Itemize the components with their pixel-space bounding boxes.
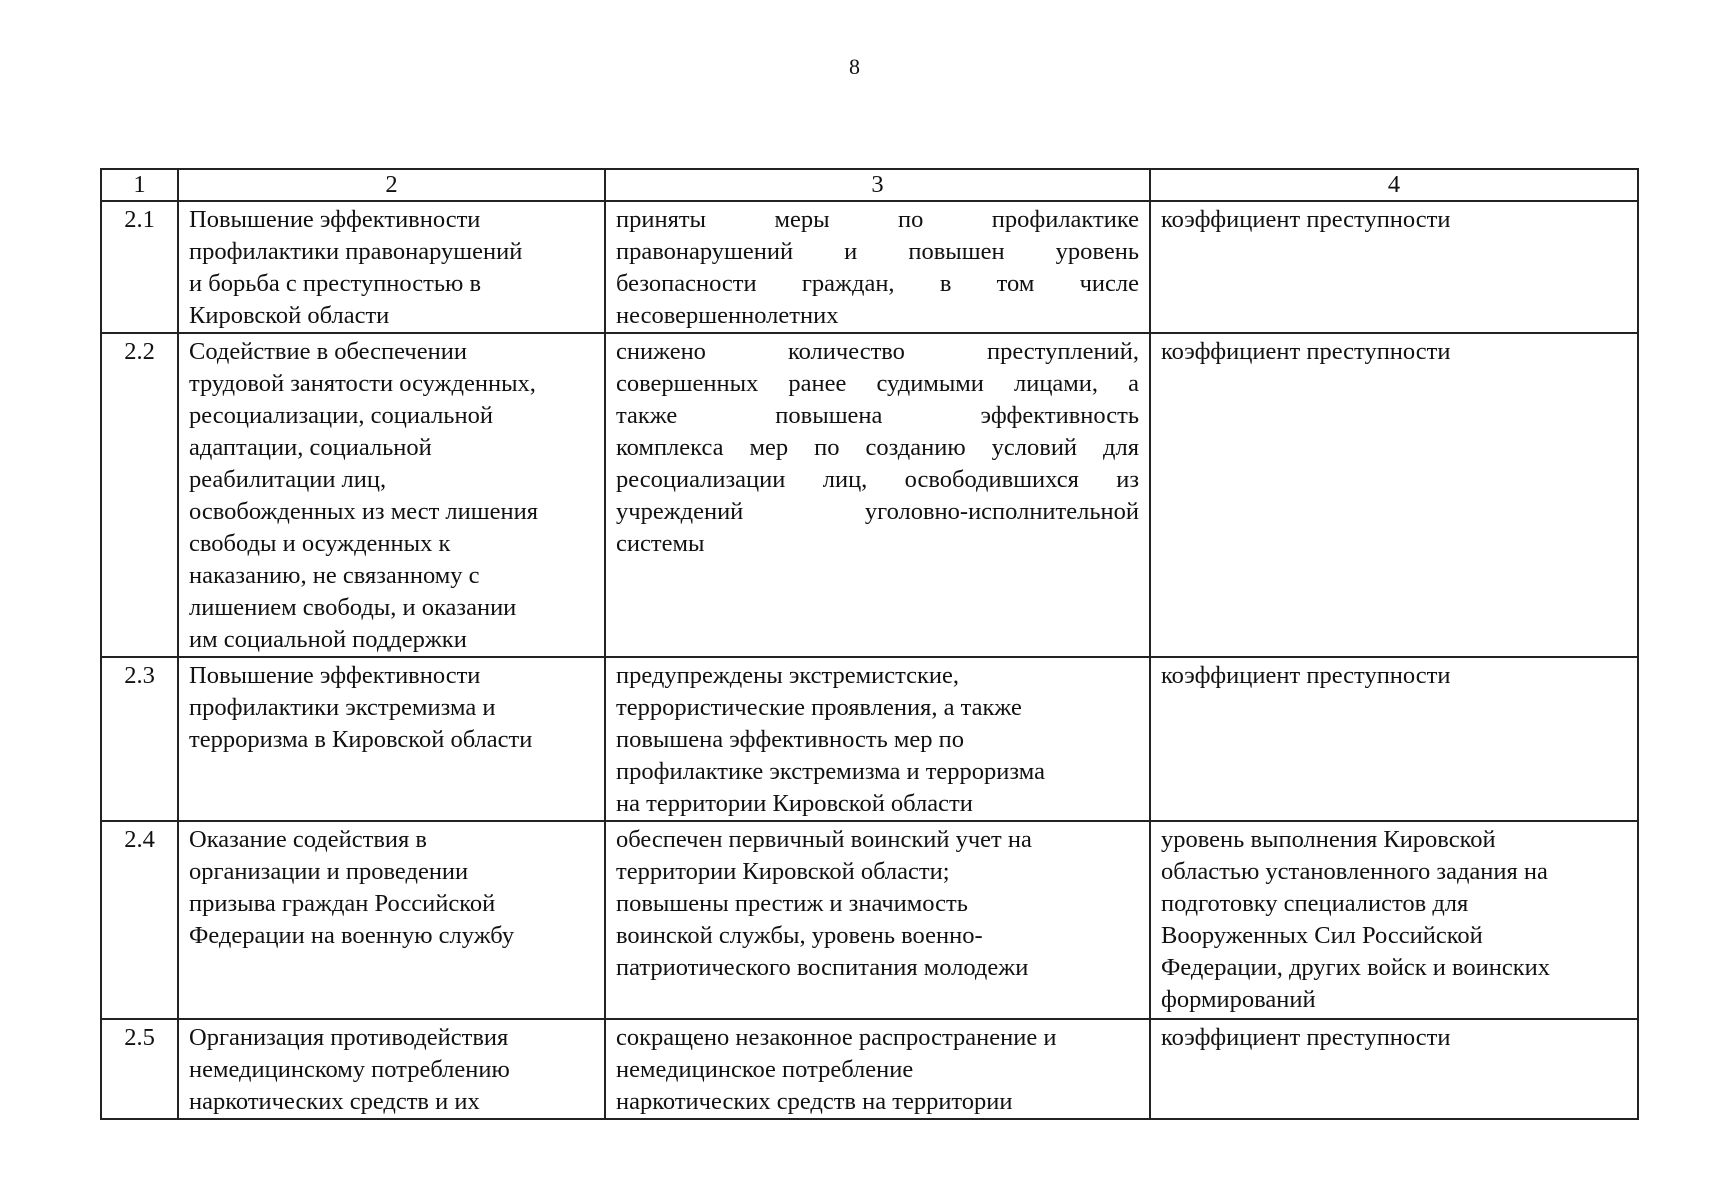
cell-line: уровень выполнения Кировской	[1161, 826, 1496, 853]
cell-line: профилактике экстремизма и терроризма	[616, 758, 1045, 785]
cell-line: профилактики правонарушений	[189, 238, 523, 265]
cell-line: областью установленного задания на	[1161, 858, 1548, 885]
cell-line: воинской службы, уровень военно-	[616, 922, 983, 949]
cell-line: повышены престиж и значимость	[616, 890, 968, 917]
cell-line: Повышение эффективности	[189, 206, 481, 233]
cell-line: Оказание содействия в	[189, 826, 427, 853]
indicator-cell	[1150, 1019, 1638, 1119]
table-row	[101, 657, 1638, 821]
cell-line: правонарушений и повышен уровень	[616, 238, 1139, 265]
cell-line: профилактики экстремизма и	[189, 694, 496, 721]
cell-line: и борьба с преступностью в	[189, 270, 482, 297]
cell-line: ресоциализации лиц, освободившихся из	[616, 466, 1139, 493]
task-cell	[178, 657, 605, 821]
cell-line: наркотических средств и их	[189, 1088, 480, 1115]
column-number-4: 4	[1150, 169, 1638, 201]
cell-line: патриотического воспитания молодежи	[616, 954, 1029, 981]
cell-line: предупреждены экстремистские,	[616, 662, 960, 689]
cell-line: наркотических средств на территории	[616, 1088, 1013, 1115]
indicator-cell	[1150, 201, 1638, 333]
table-row	[101, 201, 1638, 333]
cell-line: коэффициент преступности	[1161, 338, 1451, 365]
cell-line: на территории Кировской области	[616, 790, 973, 817]
cell-line: свободы и осужденных к	[189, 530, 451, 557]
column-number-1: 1	[101, 169, 178, 201]
cell-line: террористические проявления, а также	[616, 694, 1022, 721]
cell-line: призыва граждан Российской	[189, 890, 496, 917]
table-row	[101, 821, 1638, 1019]
cell-line: коэффициент преступности	[1161, 662, 1451, 689]
table-row	[101, 333, 1638, 657]
row-number-cell: 2.4	[101, 821, 178, 1019]
cell-line: немедицинскому потреблению	[189, 1056, 510, 1083]
cell-line: Организация противодействия	[189, 1024, 509, 1051]
cell-line: системы	[616, 530, 705, 557]
cell-line: наказанию, не связанному с	[189, 562, 480, 589]
cell-line: трудовой занятости осужденных,	[189, 370, 536, 397]
cell-line: совершенных ранее судимыми лицами, а	[616, 370, 1139, 397]
cell-line: терроризма в Кировской области	[189, 726, 533, 753]
cell-line: также повышена эффективность	[616, 402, 1139, 429]
cell-line: адаптации, социальной	[189, 434, 432, 461]
result-cell	[605, 1019, 1150, 1119]
row-number-cell: 2.2	[101, 333, 178, 657]
row-number-cell: 2.3	[101, 657, 178, 821]
cell-line: сокращено незаконное распространение и	[616, 1024, 1057, 1051]
page-number: 8	[849, 54, 860, 79]
indicator-cell	[1150, 657, 1638, 821]
cell-line: немедицинское потребление	[616, 1056, 914, 1083]
cell-line: им социальной поддержки	[189, 626, 467, 653]
table-row	[101, 1019, 1638, 1119]
cell-line: Вооруженных Сил Российской	[1161, 922, 1483, 949]
cell-line: учреждений уголовно-исполнительной	[616, 498, 1139, 525]
cell-line: Федерации, других войск и воинских	[1161, 954, 1551, 981]
cell-line: Содействие в обеспечении	[189, 338, 467, 365]
column-number-2: 2	[178, 169, 605, 201]
cell-line: повышена эффективность мер по	[616, 726, 965, 753]
task-cell	[178, 1019, 605, 1119]
cell-line: коэффициент преступности	[1161, 206, 1451, 233]
cell-line: ресоциализации, социальной	[189, 402, 493, 429]
cell-line: снижено количество преступлений,	[616, 338, 1139, 365]
cell-line: Повышение эффективности	[189, 662, 481, 689]
cell-line: безопасности граждан, в том числе	[616, 270, 1139, 297]
cell-line: несовершеннолетних	[616, 302, 839, 329]
cell-line: Кировской области	[189, 302, 390, 329]
cell-line: организации и проведении	[189, 858, 469, 885]
measures-table	[100, 168, 1639, 1120]
indicator-cell	[1150, 333, 1638, 657]
task-cell	[178, 821, 605, 1019]
column-number-3: 3	[605, 169, 1150, 201]
cell-line: лишением свободы, и оказании	[189, 594, 517, 621]
cell-line: территории Кировской области;	[616, 858, 950, 885]
cell-line: коэффициент преступности	[1161, 1024, 1451, 1051]
cell-line: реабилитации лиц,	[189, 466, 387, 493]
row-number-cell: 2.5	[101, 1019, 178, 1119]
task-cell	[178, 333, 605, 657]
result-cell	[605, 201, 1150, 333]
result-cell	[605, 657, 1150, 821]
task-cell	[178, 201, 605, 333]
table-header-row	[101, 169, 1638, 201]
cell-line: освобожденных из мест лишения	[189, 498, 538, 525]
cell-line: комплекса мер по созданию условий для	[616, 434, 1139, 461]
cell-line: Федерации на военную службу	[189, 922, 515, 949]
result-cell	[605, 821, 1150, 1019]
cell-line: обеспечен первичный воинский учет на	[616, 826, 1032, 853]
indicator-cell	[1150, 821, 1638, 1019]
cell-line: подготовку специалистов для	[1161, 890, 1469, 917]
row-number-cell: 2.1	[101, 201, 178, 333]
cell-line: приняты меры по профилактике	[616, 206, 1139, 233]
cell-line: формирований	[1161, 986, 1316, 1013]
result-cell	[605, 333, 1150, 657]
